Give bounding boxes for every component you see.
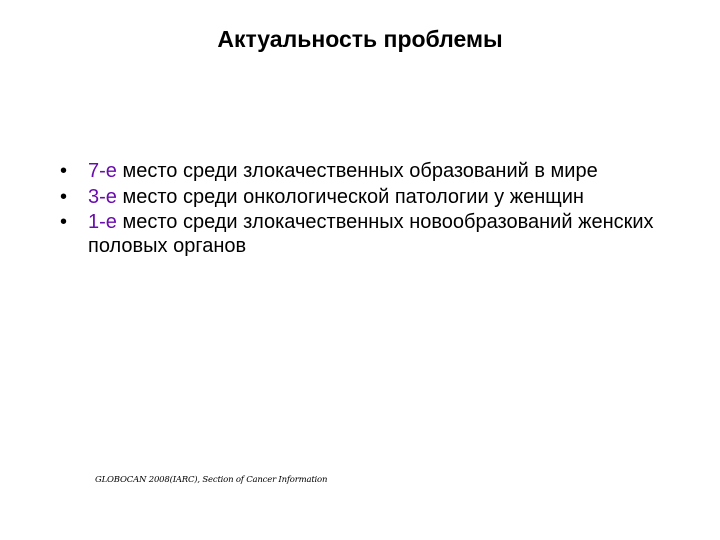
bullet-text: место среди злокачественных образований в мире (116, 160, 598, 182)
bullet-rank: 1-е (88, 211, 117, 233)
bullet-rank: 3-е (88, 185, 117, 208)
slide-title: Актуальность проблемы (217, 26, 503, 52)
bullet-text: место среди онкологической патологии у женщин (116, 185, 584, 208)
bullet-dot-icon: • (60, 160, 68, 182)
bullet-item (60, 186, 660, 210)
bullet-text: место среди злокачественных новообразований женских половых органов (88, 211, 654, 257)
bullet-item (60, 160, 660, 184)
source-citation: GLOBOCAN 2008(IARC), Section of Cancer Information (95, 475, 328, 485)
bullet-dot-icon: • (60, 185, 68, 208)
bullet-dot-icon: • (60, 211, 68, 233)
bullet-item (60, 211, 660, 258)
bullet-rank: 7-е (88, 160, 117, 182)
bullet-list (60, 160, 660, 260)
